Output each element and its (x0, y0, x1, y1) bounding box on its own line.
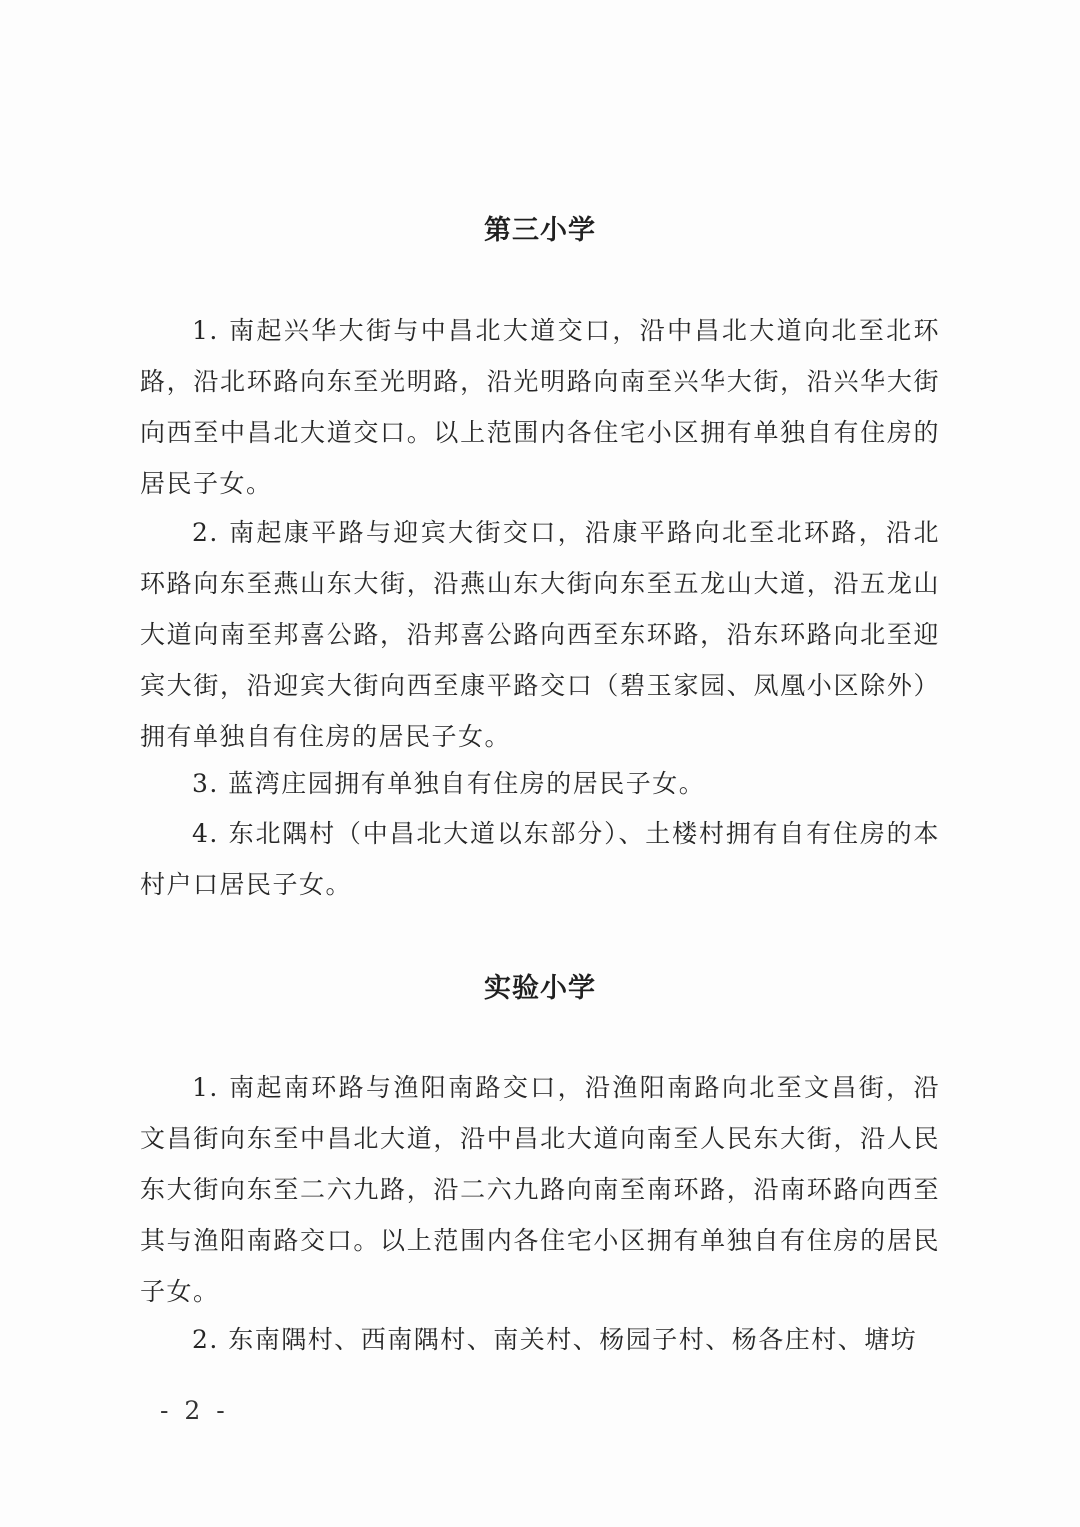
section-heading-third-school: 第三小学 (484, 215, 596, 246)
paragraph-third-school-4: 4. 东北隅村（中昌北大道以东部分）、土楼村拥有自有住房的本村户口居民子女。 (140, 819, 940, 899)
paragraph-experimental-school-1: 1. 南起南环路与渔阳南路交口，沿渔阳南路向北至文昌街，沿文昌街向东至中昌北大道，沿中昌北大道向南至人民东大街，沿人民东大街向东至二六九路，沿二六九路向南至南环路，沿南环路向西至其与渔阳南路交口。以上范围内各住宅小区拥有单独自有住房的居民子女。 (140, 1073, 940, 1306)
paragraph-third-school-2: 2. 南起康平路与迎宾大街交口，沿康平路向北至北环路，沿北环路向东至燕山东大街，沿燕山东大街向东至五龙山大道，沿五龙山大道向南至邦喜公路，沿邦喜公路向西至东环路，沿东环路向北至迎宾大街，沿迎宾大街向西至康平路交口（碧玉家园、凤凰小区除外）拥有单独自有住房的居民子女。 (140, 518, 940, 751)
paragraph-third-school-3: 3. 蓝湾庄园拥有单独自有住房的居民子女。 (192, 769, 706, 798)
paragraph-third-school-1: 1. 南起兴华大街与中昌北大道交口，沿中昌北大道向北至北环路，沿北环路向东至光明路，沿光明路向南至兴华大街，沿兴华大街向西至中昌北大道交口。以上范围内各住宅小区拥有单独自有住房的居民子女。 (140, 316, 940, 498)
paragraph-experimental-school-2: 2. 东南隅村、西南隅村、南关村、杨园子村、杨各庄村、塘坊 (192, 1325, 918, 1354)
page-number: - 2 - (160, 1396, 229, 1425)
section-heading-experimental-school: 实验小学 (484, 973, 596, 1004)
